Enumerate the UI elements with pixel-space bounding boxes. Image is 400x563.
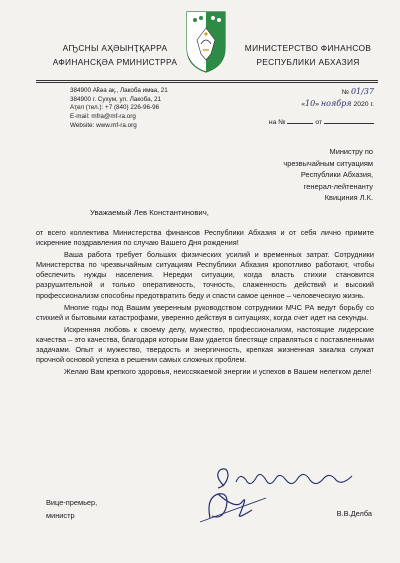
- header-abkhaz: [40, 41, 190, 69]
- paragraph-4: Искренняя любовь к своему делу, мужество, профессионализм, настоящие лидерские качества – это качества, благодаря которым Вам удается блестяще справляться с поставленными задачами. Опыт и мужество, твердость и энергичность, крепкая жизненная закалка служат прочной основой успеха в решении самых сложных проблем.: [36, 324, 374, 365]
- reply-from-label: от: [315, 119, 323, 126]
- header-russian-line2: РЕСПУБЛИКИ АБХАЗИЯ: [256, 57, 360, 67]
- paragraph-3: Многие годы под Вашим уверенным руководством сотрудники МЧС РА ведут борьбу со стихией и бытовыми катастрофами, уверенно действуя в ситуациях, когда счет идет на секунды.: [36, 302, 374, 322]
- date-quote-close: »: [315, 101, 319, 108]
- reference-block: [269, 86, 374, 128]
- handwritten-number: 01/37: [350, 87, 374, 96]
- date-month: ноября: [320, 99, 352, 108]
- header-rule-bottom: [36, 82, 378, 83]
- paragraph-2: Ваша работа требует больших физических усилий и временных затрат. Сотрудники Министерства по чрезвычайным ситуациям Республики Абхазия кропотливо работают, чтобы обеспечить нужды населения. Нередки ситуации, когда власть стихии становится разрушительной и только оперативность, точность, слаженность действий и высокий профессионализм способны предотвратить беду и спасти самое ценное – человеческую жизнь.: [36, 250, 374, 300]
- greeting: Уважаемый Лев Константинович,: [90, 208, 209, 217]
- date-quote-open: «: [301, 101, 306, 108]
- address-phone: Аҭел (тел.): +7 (840) 226-96-96: [70, 104, 160, 112]
- header-abkhaz-line1: АҦСНЫ АҲӘЫНҬҚАРРА: [62, 43, 168, 53]
- date-year: 2020 г.: [353, 101, 374, 108]
- date-day: 10: [305, 99, 316, 108]
- recipient-line3: Республики Абхазия,: [300, 170, 373, 179]
- reply-date-blank: [324, 115, 374, 124]
- address-email: E-mail: mfra@mf-ra.org: [70, 113, 136, 121]
- signatory-name: В.В.Делба: [336, 509, 372, 518]
- reply-on-label: на №: [268, 119, 286, 126]
- number-prefix: №: [341, 89, 350, 96]
- letter-body: [36, 228, 374, 379]
- address-block: [70, 87, 168, 131]
- recipient-block: [233, 146, 373, 204]
- signatory-title-line1: Вице-премьер,: [46, 498, 98, 507]
- state-emblem: [183, 10, 229, 74]
- header-abkhaz-line2: АФИНАНСҚӘА РМИНИСТРРА: [52, 57, 178, 67]
- address-line-russian: 384900 г. Сухум, ул. Лакоба, 21: [70, 95, 162, 103]
- recipient-line4: генерал-лейтенанту: [303, 181, 373, 191]
- header-russian-line1: МИНИСТЕРСТВО ФИНАНСОВ: [244, 43, 372, 53]
- recipient-line5: Квициния Л.К.: [324, 193, 373, 202]
- paragraph-1: от всего коллектива Министерства финансов Республики Абхазия и от себя лично примите искренние поздравления по случаю Вашего Дня рождения!: [36, 228, 374, 248]
- letter-date: [269, 98, 374, 110]
- recipient-line1: Министру по: [329, 147, 373, 156]
- address-website: Website: www.mf-ra.org: [70, 121, 137, 129]
- header-rule-top: [36, 80, 378, 81]
- outgoing-number: [269, 86, 374, 98]
- paragraph-5: Желаю Вам крепкого здоровья, неиссякаемой энергии и успехов в Вашем нелегком деле!: [64, 367, 372, 377]
- header-russian: [233, 41, 383, 69]
- signatory-title: [46, 496, 97, 522]
- recipient-line2: чрезвычайным ситуациям: [283, 158, 373, 168]
- reply-reference: [269, 115, 374, 128]
- reply-number-blank: [287, 115, 313, 124]
- address-line-abkhaz: 384900 Аҟəа ақ., Лакоба имҩа, 21: [70, 87, 168, 94]
- signatory-title-line2: министр: [46, 511, 75, 520]
